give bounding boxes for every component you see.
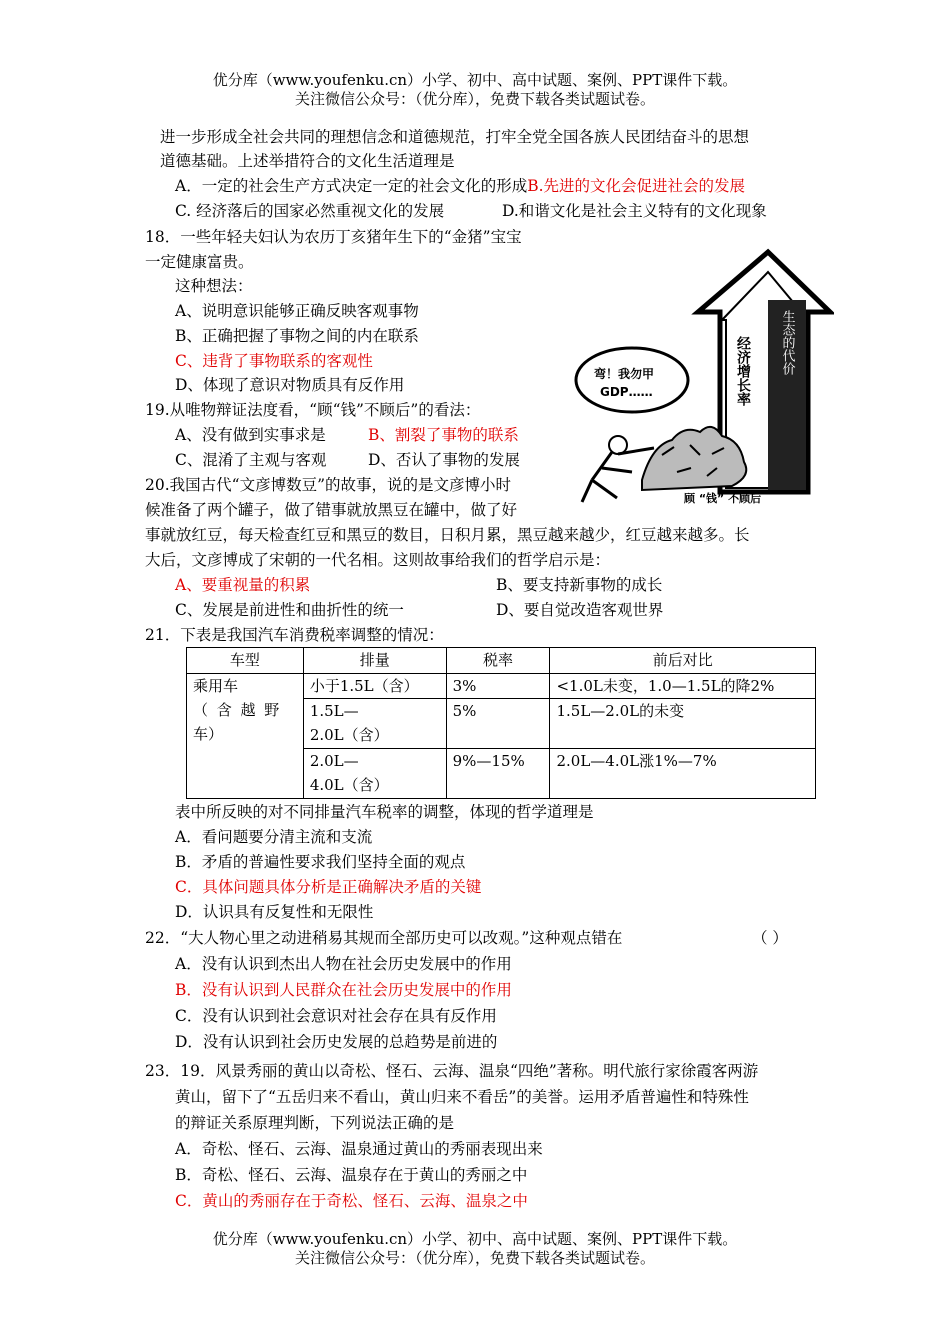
table-header-cell: 排量 [303,648,446,674]
q21-option-c: C．具体问题具体分析是正确解决矛盾的关键 [175,878,482,896]
car-type-line: （ 含 越 野 [193,701,282,719]
q22-option-c: C．没有认识到社会意识对社会存在具有反作用 [175,1007,497,1025]
compare-cell: 2.0L—4.0L涨1%—7% [550,749,816,799]
q17-option-a: A．一定的社会生产方式决定一定的社会文化的形成 [175,177,528,195]
q23-stem-2: 黄山，留下了“五岳归来不看山，黄山归来不看岳”的美誉。运用矛盾普遍性和特殊性 [175,1088,749,1106]
q19-option-d: D、否认了事物的发展 [368,451,520,469]
q18-stem-1: 18．一些年轻夫妇认为农历丁亥猪年生下的“金猪”宝宝 [145,228,522,246]
rate-cell: 3% [446,674,550,699]
car-type-cell [187,674,304,799]
q23-stem-3: 的辩证关系原理判断，下列说法正确的是 [175,1114,455,1132]
q17-option-d: D.和谐文化是社会主义特有的文化现象 [502,202,767,220]
q20-option-d: D、要自觉改造客观世界 [496,601,664,619]
q20-stem-4: 大后，文彦博成了宋朝的一代名相。这则故事给我们的哲学启示是： [145,551,611,569]
displacement-line: 1.5L— [309,702,359,720]
displacement-cell: 小于1.5L（含） [303,674,446,699]
bubble-text-2: GDP…… [600,385,653,399]
table-header-cell: 税率 [446,648,550,674]
q20-option-c: C、发展是前进性和曲折性的统一 [175,601,404,619]
q21-after-table: 表中所反映的对不同排量汽车税率的调整，体现的哲学道理是 [175,803,594,821]
q23-option-b: B．奇松、怪石、云海、温泉存在于黄山的秀丽之中 [175,1166,528,1184]
cartoon-illustration [572,240,834,512]
q17-option-c: C. 经济落后的国家必然重视文化的发展 [175,202,445,220]
q20-stem-2: 候准备了两个罐子，做了错事就放黑豆在罐中，做了好 [145,501,518,519]
q23-option-c: C．黄山的秀丽存在于奇松、怪石、云海、温泉之中 [175,1192,528,1210]
displacement-cell [303,749,446,799]
q19-option-c: C、混淆了主观与客观 [175,451,327,469]
compare-cell: 1.5L—2.0L的未变 [550,699,816,749]
q18-option-d: D、体现了意识对物质具有反作用 [175,376,405,394]
displacement-line: 2.0L— [309,752,359,770]
q17-continuation-1: 进一步形成全社会共同的理想信念和道德规范，打牢全党全国各族人民团结奋斗的思想 [160,128,750,146]
q17-options-ab [175,175,745,197]
footer-line-2: 关注微信公众号：（优分库），免费下载各类试题试卷。 [294,1249,655,1267]
q17-option-b: B.先进的文化会促进社会的发展 [527,177,746,195]
table-header-cell: 车型 [187,648,304,674]
q21-stem: 21．下表是我国汽车消费税率调整的情况： [145,626,444,644]
footer-line-1: 优分库（www.youfenku.cn）小学、初中、高中试题、案例、PPT课件下载。 [212,1230,738,1248]
displacement-line: 2.0L（含） [309,726,389,744]
q18-option-b: B、正确把握了事物之间的内在联系 [175,327,419,345]
arrow-side-label: 生态的代价 [779,310,795,375]
q17-continuation-2: 道德基础。上述举措符合的文化生活道理是 [160,152,455,170]
car-type-line: 车） [193,725,224,743]
q22-option-a: A．没有认识到杰出人物在社会历史发展中的作用 [175,955,512,973]
arrow-label: 经济增长率 [735,336,751,406]
q22-stem: 22．“大人物心里之动进稍易其规而全部历史可以改观。”这种观点错在 [145,929,623,947]
cartoon-caption: 顾 “钱” 不顾后 [684,492,762,505]
rate-cell: 9%—15% [446,749,550,799]
tax-table [186,647,816,799]
q21-option-b: B．矛盾的普遍性要求我们坚持全面的观点 [175,853,466,871]
header-line-1: 优分库（www.youfenku.cn）小学、初中、高中试题、案例、PPT课件下载。 [212,71,738,89]
q20-option-a: A、要重视量的积累 [175,576,311,594]
displacement-line: 4.0L（含） [309,776,389,794]
table-header-row [187,648,816,674]
q19-option-b: B、割裂了事物的联系 [368,426,519,444]
q20-stem-1: 20.我国古代“文彦博数豆”的故事，说的是文彦博小时 [145,476,511,494]
q20-stem-3: 事就放红豆，每天检查红豆和黑豆的数目，日积月累，黑豆越来越少，红豆越来越多。长 [145,526,750,544]
q18-option-c: C、违背了事物联系的客观性 [175,352,373,370]
q23-stem-1: 23．19．风景秀丽的黄山以奇松、怪石、云海、温泉“四绝”著称。明代旅行家徐霞客两游 [145,1062,759,1080]
q21-option-a: A．看问题要分清主流和支流 [175,828,373,846]
bubble-text-1: 弯！我勿甲 [594,367,655,381]
q21-option-d: D．认识具有反复性和无限性 [175,903,374,921]
displacement-cell [303,699,446,749]
q18-option-a: A、说明意识能够正确反映客观事物 [175,302,419,320]
compare-cell: <1.0L未变，1.0—1.5L的降2% [550,674,816,699]
q23-option-a: A．奇松、怪石、云海、温泉通过黄山的秀丽表现出来 [175,1140,543,1158]
table-row [187,674,816,699]
q19-stem: 19.从唯物辩证法度看，“顾“钱”不顾后”的看法： [145,401,481,419]
q22-answer-paren: （ ） [752,929,788,947]
q22-option-d: D．没有认识到社会历史发展的总趋势是前进的 [175,1033,498,1051]
car-type-line: 乘用车 [193,677,239,695]
q20-option-b: B、要支持新事物的成长 [496,576,663,594]
q19-option-a: A、没有做到实事求是 [175,426,326,444]
figure-head [609,436,627,454]
q22-option-b: B．没有认识到人民群众在社会历史发展中的作用 [175,981,512,999]
rate-cell: 5% [446,699,550,749]
q18-stem-2: 一定健康富贵。 [145,253,254,271]
q18-stem-3: 这种想法： [175,277,253,295]
table-header-cell: 前后对比 [550,648,816,674]
header-line-2: 关注微信公众号：（优分库），免费下载各类试题试卷。 [294,90,655,108]
